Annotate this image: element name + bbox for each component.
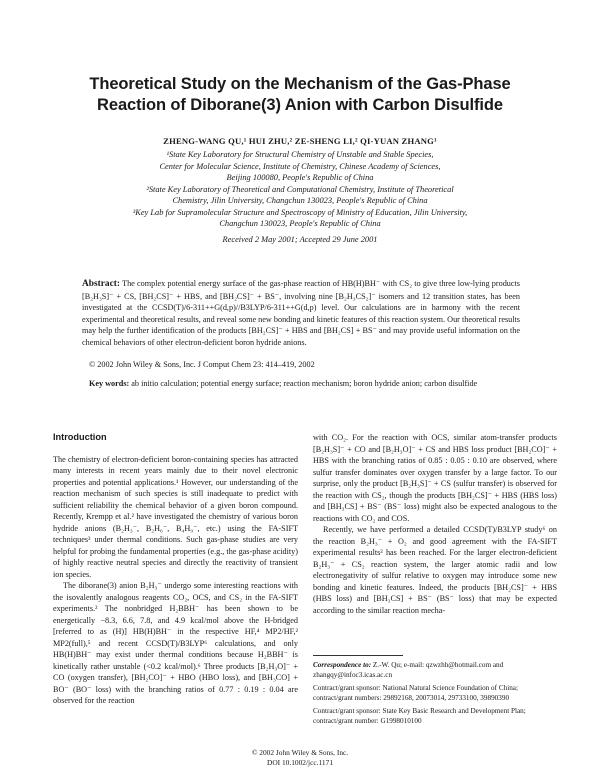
correspondence [313, 661, 557, 680]
copyright-line: © 2002 John Wiley & Sons, Inc. J Comput Chem 23: 414–419, 2002 [89, 360, 315, 369]
left-column [53, 432, 298, 707]
keywords [89, 379, 519, 388]
page-footer [150, 748, 450, 767]
affiliation-line: ²State Key Laboratory of Theoretical and Computational Chemistry, Institute of Theoretical [146, 184, 454, 194]
affiliation-line: ¹State Key Laboratory for Structural Chemistry of Unstable and Stable Species, [166, 150, 434, 159]
received-dates: Received 2 May 2001; Accepted 29 June 2001 [222, 235, 378, 244]
body-paragraph: The chemistry of electron-deficient boron-containing species has attracted many interests in recent years mainly due to their novel electronic properties and potential applications.¹ However, our understanding of the reaction mechanism of such species is still inadequate to predict with sufficient reliability the chemical behavior of a given boron compound. Recently, Krempp et al.² have investigated the chemistry of various boron hydride anions (B₂H₃⁻, B₂H₆⁻, B₄H₉⁻, etc.) using the FA-SIFT techniques³ under thermal conditions. Such gas-phase studies are very helpful for probing the fundamental properties (e.g., the gas-phase acidity) of highly reactive neutral species and directly the reactivity of transient ion species. [53, 454, 298, 579]
article-title [60, 74, 540, 116]
affiliation-line: Center for Molecular Science, Institute of Chemistry, Chinese Academy of Sciences, [159, 161, 441, 171]
body-paragraph: Recently, we have performed a detailed CCSD(T)/B3LYP study⁶ on the reaction B₂H₃⁻ + O₂ and good agreement with the FA-SIFT experimental results² has been reached. For the larger electron-deficient B₂H₃⁻ + CS₂ reaction system, the larger atomic radii and low electronegativity of sulfur relative to oxygen may introduce some new bonding and kinetic features. Indeed, the products [BH₂CS]⁻ + HBS (HBS loss) and [BH₃CS] + BS⁻ (BS⁻ loss) that may be expected according to the similar reaction mecha- [313, 525, 557, 615]
abstract [82, 278, 520, 348]
abstract-text: The complex potential energy surface of the gas-phase reaction of HB(H)BH⁻ with CS₂ to give three low-lying products [B₂H₃S]⁻ + CS, [BH₂CS]⁻ + HBS, and [BH₂CS]⁻ + BS⁻, involving nine [B₂H₃CS₂]⁻ isomers and 12 transition states, has been investigated at the CCSD(T)/6-311++G(d,p)//B3LYP/6-311++G(d,p) level. Our calculations are in harmony with the recent experimental and theoretical results, and reveal some new bonding and kinetic features of this reaction system. Our theoretical results may help the further identification of the products [BH₂CS]⁻ + HBS and [BH₂CS] + BS⁻ and may provide useful information on the chemical behaviors of other electron-deficient boron hydride anions. [82, 279, 520, 347]
footnote-rule [313, 655, 403, 656]
affiliations [80, 149, 520, 230]
grant-sponsor-2: Contract/grant sponsor: State Key Basic Research and Development Plan; contract/grant number: G1998010100 [313, 707, 526, 725]
title-line-2: Reaction of Diborane(3) Anion with Carbon Disulfide [97, 96, 503, 114]
body-paragraph: with CO₂. For the reaction with OCS, similar atom-transfer products [B₂H₃S]⁻ + CO and [B₂H₃O]⁻ + CS and HBS loss product [BH₂CO]⁻ + HBS with the branching ratios of 0.85 : 0.05 : 0.10 are observed, where sulfur transfer dominates over oxygen transfer by a large factor. To our surprise, only the product [B₂H₃S]⁻ + CS (sulfur transfer) is observed for the reaction with CS₂, though the products [BH₂CS]⁻ + HBS (HBS loss) and [BH₃CS] + BS⁻ (BS⁻ loss) might also be expected analogous to the reactions with CO₂ and COS. [313, 433, 557, 523]
section-heading-introduction: Introduction [53, 432, 107, 442]
affiliation-line: Beijing 100080, People's Republic of China [226, 173, 374, 182]
correspondence-label: Correspondence to: [313, 661, 372, 669]
right-column [313, 432, 557, 616]
footer-copyright: © 2002 John Wiley & Sons, Inc. [251, 748, 349, 757]
grant-sponsor-1: Contract/grant sponsor: National Natural Science Foundation of China; contract/grant numbers: 29892168, 20073014, 29733100, 39890390 [313, 684, 518, 702]
affiliation-line: Changchun 130023, People's Republic of China [219, 219, 381, 228]
title-line-1: Theoretical Study on the Mechanism of the Gas-Phase [89, 75, 511, 93]
abstract-label: Abstract: [82, 279, 121, 289]
affiliation-line: Chemistry, Jilin University, Changchun 130023, People's Republic of China [172, 196, 428, 205]
body-paragraph: The diborane(3) anion B₂H₃⁻ undergo some interesting reactions with the isovalently analogous reagents CO₂, OCS, and CS₂ in the FA-SIFT experiments.² The nonbridged H₂BBH⁻ has been shown to be energetically −8.3, 6.6, 7.8, and 4.9 kcal/mol above the H-bridged [referred to as (H)] HB(H)BH⁻ in the respective HF,⁴ MP2/HF,² MP2(full),⁵ and recent CCSD(T)/B3LYP⁶ calculations, and only HB(H)BH⁻ may exist under thermal conditions because H₂BBH⁻ is kinetically rather unstable (<0.2 kcal/mol).⁶ Three products [B₂H₃O]⁻ + CO (oxygen transfer), [BH₂CO]⁻ + HBO (HBO loss), and [BH₃CO] + BO⁻ (BO⁻ loss) with the branching ratios of 0.77 : 0.19 : 0.04 are observed for the reaction [53, 581, 298, 705]
affiliation-line: ³Key Lab for Supramolecular Structure and Spectroscopy of Ministry of Education, Jilin University, [132, 207, 468, 217]
keywords-text: ab initio calculation; potential energy surface; reaction mechanism; boron hydride anion; carbon disulfide [131, 379, 478, 388]
correspondence-text: Z.-W. Qu; e-mail: qzwzhh@hotmail.com and zhangqy@infoc3.icas.ac.cn [313, 661, 504, 679]
author-list: ZHENG-WANG QU,¹ HUI ZHU,² ZE-SHENG LI,² QI-YUAN ZHANG¹ [163, 136, 437, 146]
keywords-label: Key words: [89, 379, 130, 388]
footer-doi: DOI 10.1002/jcc.1171 [266, 757, 334, 767]
correspondence-footnote [313, 655, 557, 731]
